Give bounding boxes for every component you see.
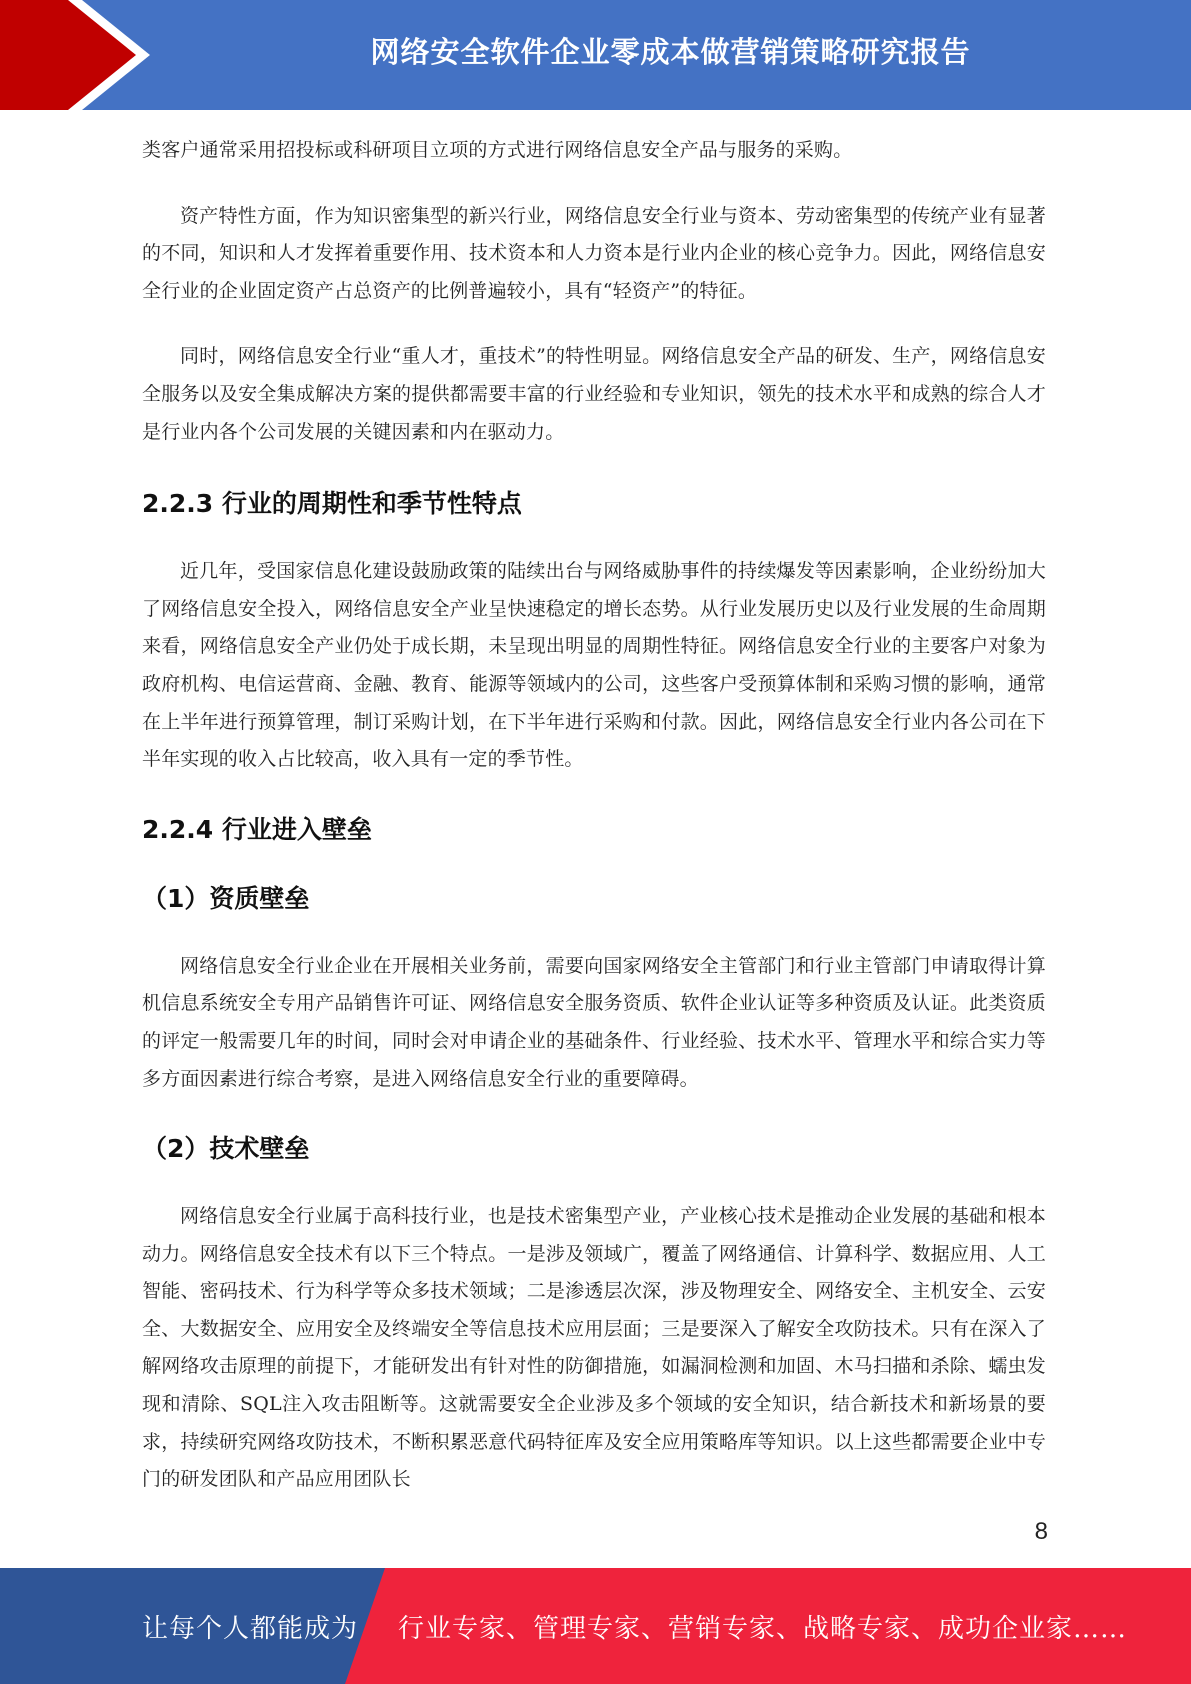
subheading-qualification-barrier: （1）资质壁垒 bbox=[142, 883, 310, 913]
page-body bbox=[142, 132, 1046, 1499]
report-title: 网络安全软件企业零成本做营销策略研究报告 bbox=[370, 34, 971, 69]
footer-slogan-left: 让每个人都能成为 bbox=[142, 1613, 359, 1644]
paragraph-cyclicality: 近几年，受国家信息化建设鼓励政策的陆续出台与网络威胁事件的持续爆发等因素影响，企业纷纷加大了网络信息安全投入，网络信息安全产业呈快速稳定的增长态势。从行业发展历史以及行业发展的生命周期来看，网络信息安全产业仍处于成长期，未呈现出明显的周期性特征。网络信息安全行业的主要客户对象为政府机构、电信运营商、金融、教育、能源等领域内的公司，这些客户受预算体制和采购习惯的影响，通常在上半年进行预算管理，制订采购计划，在下半年进行采购和付款。因此，网络信息安全行业内各公司在下半年实现的收入占比较高，收入具有一定的季节性。 bbox=[142, 560, 1046, 771]
section-heading-2-2-4: 2.2.4 行业进入壁垒 bbox=[142, 814, 372, 844]
paragraph-asset-characteristics: 资产特性方面，作为知识密集型的新兴行业，网络信息安全行业与资本、劳动密集型的传统产业有显著的不同，知识和人才发挥着重要作用、技术资本和人力资本是行业内企业的核心竞争力。因此，网络信息安全行业的企业固定资产占总资产的比例普遍较小，具有“轻资产”的特征。 bbox=[142, 204, 1046, 302]
paragraph-intro: 类客户通常采用招投标或科研项目立项的方式进行网络信息安全产品与服务的采购。 bbox=[142, 139, 853, 161]
footer-slogan-right: 行业专家、管理专家、营销专家、战略专家、成功企业家…… bbox=[398, 1613, 1128, 1644]
page-header bbox=[0, 0, 1191, 110]
section-heading-2-2-3: 2.2.3 行业的周期性和季节性特点 bbox=[142, 489, 522, 519]
paragraph-qualification-barrier: 网络信息安全行业企业在开展相关业务前，需要向国家网络安全主管部门和行业主管部门申请取得计算机信息系统安全专用产品销售许可证、网络信息安全服务资质、软件企业认证等多种资质及认证。此类资质的评定一般需要几年的时间，同时会对申请企业的基础条件、行业经验、技术水平、管理水平和综合实力等多方面因素进行综合考察，是进入网络信息安全行业的重要障碍。 bbox=[142, 954, 1046, 1090]
paragraph-technology-barrier: 网络信息安全行业属于高科技行业，也是技术密集型产业，产业核心技术是推动企业发展的基础和根本动力。网络信息安全技术有以下三个特点。一是涉及领域广，覆盖了网络通信、计算科学、数据应用、人工智能、密码技术、行为科学等众多技术领域；二是渗透层次深，涉及物理安全、网络安全、主机安全、云安全、大数据安全、应用安全及终端安全等信息技术应用层面；三是要深入了解安全攻防技术。只有在深入了解网络攻击原理的前提下，才能研发出有针对性的防御措施，如漏洞检测和加固、木马扫描和杀除、蠕虫发现和清除、SQL注入攻击阻断等。这就需要安全企业涉及多个领域的安全知识，结合新技术和新场景的要求，持续研究网络攻防技术，不断积累恶意代码特征库及安全应用策略库等知识。以上这些都需要企业中专门的研发团队和产品应用团队长 bbox=[142, 1205, 1046, 1491]
paragraph-talent-technology: 同时，网络信息安全行业“重人才，重技术”的特性明显。网络信息安全产品的研发、生产，网络信息安全服务以及安全集成解决方案的提供都需要丰富的行业经验和专业知识，领先的技术水平和成熟的综合人才是行业内各个公司发展的关键因素和内在驱动力。 bbox=[142, 345, 1046, 443]
header-red-chevron-shape bbox=[0, 0, 136, 110]
subheading-technology-barrier: （2）技术壁垒 bbox=[142, 1134, 310, 1164]
page-number: 8 bbox=[1034, 1518, 1048, 1545]
page-footer bbox=[0, 1568, 1191, 1684]
